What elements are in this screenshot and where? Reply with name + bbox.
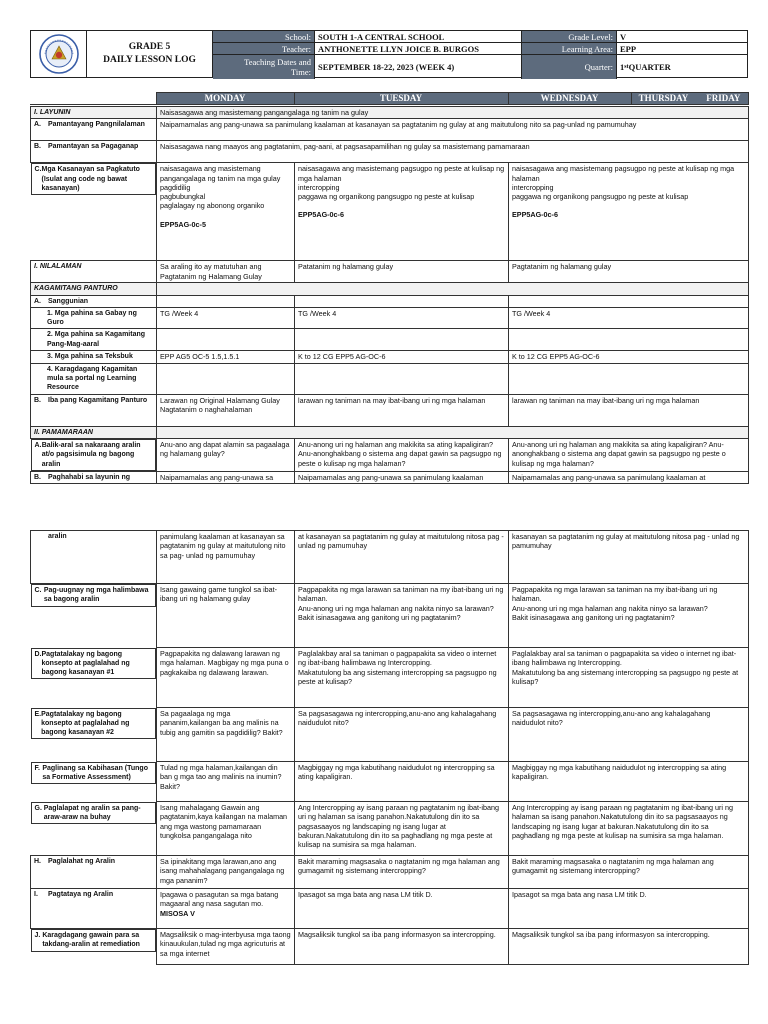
letter-g: G. <box>34 804 42 812</box>
row-paghahabi <box>31 471 749 483</box>
paghahabi-cont-tuesday: at kasanayan sa pagtatanim ng gulay at maitutulong nitosa pag - unlad ng pamumuhay <box>295 531 509 584</box>
pag-uugnay-tue-line: Pagpapakita ng mga larawan sa taniman na my ibat-ibang uri ng halaman. <box>298 585 504 604</box>
label-aralin: aralin <box>31 531 157 584</box>
paglinang-tuesday: Magbiggay ng mga kabutihang naidudulot ng intercropping sa ating kapaligiran. <box>295 762 509 802</box>
label-kagamitang-panturo: KAGAMITANG PANTURO <box>31 283 157 295</box>
label-nilalaman: I. NILALAMAN <box>31 261 157 283</box>
paglalahat-tuesday: Bakit maraming magsasaka o nagtatanim ng mga halaman ang gumagamit ng sistemang intercropping? <box>295 856 509 889</box>
row-pamantayang-pangnilalaman <box>31 119 749 141</box>
teaching-dates-label <box>213 55 315 79</box>
day-header-row <box>30 93 748 105</box>
letter-e: E. <box>34 710 42 718</box>
pag-uugnay-monday: Isang gawaing game tungkol sa ibat-ibang uri ng halamang gulay <box>157 584 295 648</box>
paglalahat-thursday: Bakit maraming magsasaka o nagtatanim ng mga halaman ang gumagamit ng sistemang intercropping? <box>509 856 749 889</box>
label-paglalapat: Paglalapat ng aralin sa pang-araw-araw na buhay <box>43 804 141 821</box>
karagdagang-gawain-thursday: Magsaliksik tungkol sa iba pang informasyon sa intercropping. <box>509 929 749 965</box>
row-karagdagang-gawain <box>31 929 749 965</box>
grade-level-value: V <box>617 31 747 43</box>
balik-aral-tuesday: Anu-anong uri ng halaman ang makikita sa ating kapaligiran? Anu-anonghakbang o sistema ang dapat gawin sa pagsugpo ng peste o kulisap ng mga halaman? <box>295 438 509 471</box>
pag-uugnay-thu-line: Pagpapakita ng mga larawan sa taniman na my ibat-ibang uri ng halaman. <box>512 585 718 604</box>
content-pamantayang-pangnilalaman: Naipamamalas ang pang-unawa sa panimulang kaalaman at kasanayan sa pagtatanim ng gulay at ang maitutulong nito sa pag-unlad ng pamumuhay <box>157 119 749 141</box>
pagtatalakay-1-tue-line: Paglalakbay aral sa taniman o pagpapakita sa video o internet ng ibat-ibang halimbawa ng Intercropping. <box>298 649 497 668</box>
pag-uugnay-tue-line: Anu-anong uri ng mga halaman ang nakita ninyo sa larawan? <box>298 603 494 613</box>
row-iba-pang-kagamitan <box>31 394 749 426</box>
lesson-table-rows-1 <box>30 106 749 484</box>
day-thursday-friday <box>631 93 748 105</box>
row-pamantayan-sa-pagaganap <box>31 141 749 163</box>
row-gabay-ng-guro <box>31 307 749 329</box>
letter-c: C. <box>34 166 42 174</box>
label-mga-kasanayan: Mga Kasanayan sa Pagkatuto (Isulat ang code ng bawat kasanayan) <box>41 166 140 192</box>
letter-h: H. <box>34 858 41 865</box>
kasanayan-thursday <box>509 163 749 261</box>
label-sanggunian: Sanggunian <box>48 297 89 305</box>
kasanayan-mon-line: pagbubungkal <box>160 192 206 202</box>
quarter-suffix: st <box>624 64 629 70</box>
pagtataya-mon-text: Ipagawa o pasagutan sa mga batang magaaral ang nasa sagutan mo. <box>160 890 279 909</box>
paglalapat-monday: Isang mahalagang Gawain ang pagtatanim,kaya kailangan na malaman ang mga wastong pamamaraan tungkolsa pangangalaga nito <box>157 802 295 856</box>
row-paglinang <box>31 762 749 802</box>
deped-seal <box>31 31 87 77</box>
row-karagdagang-kagamitan <box>31 363 749 394</box>
kasanayan-mon-line: paglalagay ng abonong organiko <box>160 201 265 211</box>
school-value: SOUTH 1-A CENTRAL SCHOOL <box>315 31 522 43</box>
label-layunin: I. LAYUNIN <box>31 107 157 119</box>
row-layunin <box>31 107 749 119</box>
row-mga-kasanayan <box>31 163 749 261</box>
kasanayan-tuesday <box>295 163 509 261</box>
row-pag-uugnay <box>31 584 749 648</box>
gabay-monday: TG /Week 4 <box>157 307 295 329</box>
letter-b: B. <box>34 473 41 481</box>
deped-seal-icon <box>39 34 79 74</box>
row-pamamaraan <box>31 426 749 438</box>
nilalaman-tuesday: Patatanim ng halamang gulay <box>295 261 509 283</box>
pagtatalakay-2-thursday: Sa pagsasagawa ng intercropping,anu-ano ang kahalagahang naidudulot nito? <box>509 708 749 762</box>
quarter-word: QUARTER <box>628 62 671 72</box>
row-sanggunian <box>31 295 749 307</box>
learning-area-value: EPP <box>617 43 747 55</box>
row-paghahabi-continued <box>31 531 749 584</box>
balik-aral-monday: Anu-ano ang dapat alamin sa pagaalaga ng halamang gulay? <box>157 438 295 471</box>
pag-uugnay-thu-line: Bakit isinasagawa ang ganitong uri ng pagtatanim? <box>512 612 675 622</box>
teksbuk-monday: EPP AG5 OC-5 1.5,1.5.1 <box>157 351 295 363</box>
day-friday: FRIDAY <box>706 92 741 103</box>
kasanayan-thu-line: naisasagawa ang masistemang pagsugpo ng peste at kulisap ng mga halaman <box>512 164 735 183</box>
label-paghahabi: Paghahabi sa layunin ng <box>48 473 131 481</box>
row-pagtatalakay-2 <box>31 708 749 762</box>
label-kagamitang-pang-mag-aaral: 2. Mga pahina sa Kagamitang Pang-Mag-aaral <box>31 329 157 351</box>
label-balik-aral: Balik-aral sa nakaraang aralin at/o pagsisimula ng bagong aralin <box>41 441 141 468</box>
page-gap <box>0 488 768 528</box>
balik-aral-thursday: Anu-anong uri ng halaman ang makikita sa ating kapaligiran? Anu-anonghakbang o sistema ang dapat gawin sa pagsugpo ng peste o kulisap ng mga halaman? <box>509 438 749 471</box>
karagdagang-gawain-monday: Magsaliksik o mag-interbyusa mga taong kinauukulan,tulad ng mga agricuturis at sa mga internet <box>157 929 295 965</box>
day-wednesday: WEDNESDAY <box>508 93 631 105</box>
paghahabi-monday: Naipamamalas ang pang-unawa sa <box>157 471 295 483</box>
letter-b: B. <box>34 396 41 404</box>
label-paglinang: Paglinang sa Kabihasan (Tungo sa Formative Assessment) <box>42 764 148 781</box>
pagtatalakay-1-monday: Pagpapakita ng dalawang larawan ng mga halaman. Magbigay ng mga puna o pagkakaiba ng dalawang larawan. <box>157 648 295 708</box>
pagtatalakay-1-thu-line: Makatutulong ba ang sistemang intercropping sa pagsugpo ng peste at kulisap? <box>512 667 739 686</box>
label-pag-uugnay: Pag-uugnay ng mga halimbawa sa bagong aralin <box>43 587 149 604</box>
letter-a: A. <box>34 297 41 305</box>
dates-label-line1: Teaching Dates and <box>244 57 311 67</box>
paglinang-monday: Tulad ng mga halaman,kailangan din ban g mga tao ang malinis na inumin?Bakit? <box>157 762 295 802</box>
code-monday: EPP5AG-0c-5 <box>160 219 206 229</box>
pag-uugnay-thu-line: Anu-anong uri ng mga halaman ang nakita ninyo sa larawan? <box>512 603 708 613</box>
label-karagdagang-gawain: Karagdagang gawain para sa takdang-aralin at remediation <box>42 932 140 949</box>
misosa-reference: MISOSA V <box>160 908 195 918</box>
label-karagdagang-kagamitan: 4. Karagdagang Kagamitan mula sa portal ng Learning Resource <box>31 363 157 394</box>
label-pagtatalakay-2: Pagtatalakay ng bagong konsepto at paglalahad ng bagong kasanayan #2 <box>41 710 130 737</box>
kasanayan-mon-line: pagdidilig <box>160 182 191 192</box>
nilalaman-monday: Sa araling ito ay matutuhan ang Pagtatanim ng Halamang Gulay <box>157 261 295 283</box>
content-pamantayan-sa-pagaganap: Naisasagawa nang maayos ang pagtatanim, pag-aani, at pagsasapamilihan ng gulay sa masistemang pamamaraan <box>157 141 749 163</box>
day-monday: MONDAY <box>156 93 294 105</box>
pagtatalakay-1-thu-line: Paglalakbay aral sa taniman o pagpapakita sa video o internet ng ibat-ibang halimbawa ng Intercropping. <box>512 649 737 668</box>
school-label: School: <box>213 31 315 43</box>
day-tuesday: TUESDAY <box>294 93 508 105</box>
daily-lesson-log-title: DAILY LESSON LOG <box>103 55 196 65</box>
pagtatalakay-1-thursday <box>509 648 749 708</box>
row-pagtataya <box>31 889 749 929</box>
dates-label-line2: Time: <box>290 67 311 77</box>
code-tuesday: EPP5AG-0c-6 <box>298 210 344 220</box>
teacher-label: Teacher: <box>213 43 315 55</box>
row-pagtatalakay-1 <box>31 648 749 708</box>
teacher-value: ANTHONETTE LLYN JOICE B. BURGOS <box>315 43 522 55</box>
quarter-value <box>617 55 747 79</box>
kasanayan-tue-line: paggawa ng organikong pangsugpo ng peste at kulisap <box>298 192 475 202</box>
karagdagang-gawain-tuesday: Magsaliksik tungkol sa iba pang informasyon sa intercropping. <box>295 929 509 965</box>
paglalahat-monday: Sa ipinakitang mga larawan,ano ang isang mahahalagang pangangalaga ng mga pananim? <box>157 856 295 889</box>
iba-pang-mon-line: Nagtatanim o naghahalaman <box>160 404 253 414</box>
paghahabi-cont-thursday: kasanayan sa pagtatanim ng gulay at maitutulong nitosa pag - unlad ng pamumuhay <box>509 531 749 584</box>
kasanayan-tue-line: intercropping <box>298 182 340 192</box>
kasanayan-mon-line: naisasagawa ang masistemang pangangalaga ng tanim na mga gulay <box>160 164 281 183</box>
teksbuk-tuesday: K to 12 CG EPP5 AG-OC-6 <box>295 351 509 363</box>
letter-c: C. <box>34 587 42 594</box>
letter-a: A. <box>34 441 42 449</box>
pag-uugnay-thursday <box>509 584 749 648</box>
page-1 <box>0 0 768 488</box>
letter-f: F. <box>34 764 40 772</box>
label-pagtataya: Pagtataya ng Aralin <box>48 891 114 898</box>
paglinang-thursday: Magbiggay ng mga kabutihang naidudulot ng intercropping sa ating kapaligiran. <box>509 762 749 802</box>
lesson-table-page-2 <box>30 530 749 965</box>
label-paglalahat: Paglalahat ng Aralin <box>48 858 116 865</box>
kasanayan-monday <box>157 163 295 261</box>
teksbuk-thursday: K to 12 CG EPP5 AG-OC-6 <box>509 351 749 363</box>
code-thursday: EPP5AG-0c-6 <box>512 210 558 220</box>
kasanayan-thu-line: intercropping <box>512 182 554 192</box>
label-teksbuk: 3. Mga pahina sa Teksbuk <box>31 351 157 363</box>
row-balik-aral <box>31 438 749 471</box>
row-kagamitang-pang-mag-aaral <box>31 329 749 351</box>
iba-pang-tuesday: larawan ng taniman na may ibat-ibang uri ng mga halaman <box>295 394 509 426</box>
gabay-tuesday: TG /Week 4 <box>295 307 509 329</box>
pag-uugnay-tuesday <box>295 584 509 648</box>
teaching-dates-value: SEPTEMBER 18-22, 2023 (WEEK 4) <box>315 55 522 79</box>
row-kagamitang-panturo <box>31 283 749 295</box>
paghahabi-cont-monday: panimulang kaalaman at kasanayan sa pagtatanim ng gulay at maitutulong nito sa pag- unlad ng pamumuhay <box>157 531 295 584</box>
pagtatalakay-2-tuesday: Sa pagsasagawa ng intercropping,anu-ano ang kahalagahang naidudulot nito? <box>295 708 509 762</box>
page-2 <box>0 528 768 1024</box>
iba-pang-thursday: larawan ng taniman na may ibat-ibang uri ng mga halaman <box>509 394 749 426</box>
label-pamantayan-sa-pagaganap: Pamantayan sa Pagaganap <box>48 143 139 151</box>
pagtataya-tuesday: Ipasagot sa mga bata ang nasa LM titik D. <box>295 889 509 929</box>
content-layunin: Naisasagawa ang masistemang pangangalaga ng tanim na gulay <box>157 107 749 119</box>
pagtatalakay-1-tuesday <box>295 648 509 708</box>
grade-level-label: Grade Level: <box>522 31 617 43</box>
nilalaman-thursday: Pagtatanim ng halamang gulay <box>509 261 749 283</box>
letter-d: D. <box>34 650 42 658</box>
paghahabi-thursday: Naipamamalas ang pang-unawa sa panimulang kaalaman at <box>509 471 749 483</box>
label-pagtatalakay-1: Pagtatalakay ng bagong konsepto at paglalahad ng bagong kasanayan #1 <box>41 650 130 677</box>
day-thursday: THURSDAY <box>638 92 689 103</box>
pag-uugnay-tue-line: Bakit isinasagawa ang ganitong uri ng pagtatanim? <box>298 612 461 622</box>
pagtatalakay-1-tue-line: Makatutulong ba ang sistemang intercropping sa pagsugpo ng peste at kulisap? <box>298 667 497 686</box>
letter-i: I. <box>34 891 38 898</box>
log-title-block <box>87 31 213 77</box>
grade-title: GRADE 5 <box>128 42 171 52</box>
iba-pang-mon-line: Larawan ng Original Halamang Gulay <box>160 395 280 405</box>
row-teksbuk <box>31 351 749 363</box>
letter-a: A. <box>34 121 41 129</box>
row-paglalahat <box>31 856 749 889</box>
label-gabay-ng-guro: 1. Mga pahina sa Gabay ng Guro <box>31 307 157 329</box>
pagtatalakay-2-monday: Sa pagaalaga ng mga pananim,kailangan ba ang malinis na tubig ang gamitin sa pagdidilig? Bakit? <box>157 708 295 762</box>
paglalapat-thursday: Ang Intercropping ay isang paraan ng pagtatanim ng ibat-ibang uri ng halaman sa isang panahon.Nakatutulong din ito sa pagsasaayos ng landscaping ng isang lugar at bakuran.Nakatutulong din ito sa paghadlang ng mga peste at kulisap na sumisira sa mga halaman. <box>509 802 749 856</box>
quarter-label: Quarter: <box>522 55 617 79</box>
header-info-grid <box>213 31 747 77</box>
learning-area-label: Learning Area: <box>522 43 617 55</box>
quarter-number: 1 <box>620 62 625 72</box>
row-paglalapat <box>31 802 749 856</box>
pagtataya-thursday: Ipasagot sa mga bata ang nasa LM titik D. <box>509 889 749 929</box>
kasanayan-tue-line: naisasagawa ang masistemang pagsugpo ng peste at kulisap ng mga halaman <box>298 164 505 183</box>
paglalapat-tuesday: Ang Intercropping ay isang paraan ng pagtatanim ng ibat-ibang uri ng halaman sa isang panahon.Nakatutulong din ito sa pagsasaayos ng landscaping ng isang lugar at bakuran.Nakatutulong din ito sa paghadlang ng mga peste at kulisap na sumisira sa mga halaman. <box>295 802 509 856</box>
lesson-table-page-1 <box>30 92 749 105</box>
label-pamamaraan: II. PAMAMARAAN <box>31 426 157 438</box>
lesson-log-header <box>30 30 748 78</box>
label-iba-pang-kagamitan: Iba pang Kagamitang Panturo <box>48 396 148 404</box>
paghahabi-tuesday: Naipamamalas ang pang-unawa sa panimulang kaalaman <box>295 471 509 483</box>
iba-pang-monday <box>157 394 295 426</box>
letter-j: J. <box>34 932 41 939</box>
gabay-thursday: TG /Week 4 <box>509 307 749 329</box>
kasanayan-thu-line: paggawa ng organikong pangsugpo ng peste at kulisap <box>512 192 689 202</box>
row-nilalaman <box>31 261 749 283</box>
label-pamantayang-pangnilalaman: Pamantayang Pangnilalaman <box>48 121 145 129</box>
letter-b: B. <box>34 143 41 151</box>
pagtataya-monday <box>157 889 295 929</box>
